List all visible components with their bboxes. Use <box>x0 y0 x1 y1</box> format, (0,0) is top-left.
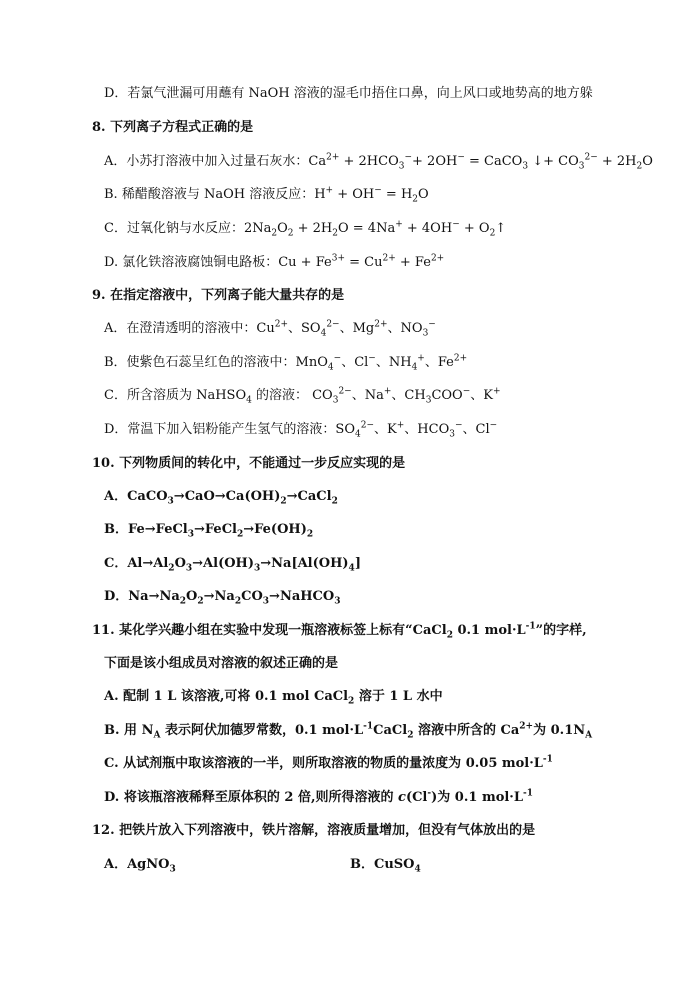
question-11-stem: 11. 某化学兴趣小组在实验中发现一瓶溶液标签上标有“CaCl$_2$ 0.1 $mol\cdot L^{-1}$”的字样, <box>92 621 587 641</box>
question-12-option-b: B．CuSO$_4$ <box>350 857 421 875</box>
question-9-option-c: C．所含溶质为 NaHSO$_4$ 的溶液： $CO_3^{2-}$、Na+、$CH_3COO^-$、K+ <box>104 386 501 406</box>
question-11-option-d: D. 将该瓶溶液稀释至原体积的 2 倍,则所得溶液的 c(Cl-)为 0.1 $mol\cdot L^{-1}$ <box>104 788 533 805</box>
question-8-option-d: D. 氯化铁溶液腐蚀铜电路板：$Cu + Fe^{3+} = Cu^{2+} + Fe^{2+}$ <box>104 253 445 270</box>
question-9-option-d: D．常温下加入铝粉能产生氢气的溶液：$SO_4^{2-}$、K+、$HCO_3^-$、Cl− <box>104 420 498 440</box>
question-8-option-b: B. 稀醋酸溶液与 NaOH 溶液反应：$H^+ + OH^- = H_2O$ <box>104 185 429 205</box>
question-12-option-a: A．AgNO$_3$ <box>104 857 176 875</box>
question-10-option-a: A．$CaCO_3\to CaO\to Ca(OH)_2\to CaCl_2$ <box>104 489 338 507</box>
question-10-option-c: C．$Al\to Al_2O_3\to Al(OH)_3\to Na[Al(OH)_4]$ <box>104 556 361 574</box>
question-9-option-b: B．使紫色石蕊呈红色的溶液中：MnO$_4$−、Cl−、$NH_4^+$、$Fe^{2+}$ <box>104 353 468 373</box>
question-12-stem: 12. 把铁片放入下列溶液中，铁片溶解，溶液质量增加，但没有气体放出的是 <box>92 823 536 838</box>
question-11-option-b: B. 用 $N_A$ 表示阿伏加德罗常数，0.1 $mol\cdot L^{-1}CaCl_2$ 溶液中所含的 $Ca^{2+}$为 $0.1N_A$ <box>104 721 593 741</box>
question-7-option-d: D．若氯气泄漏可用蘸有 NaOH 溶液的湿毛巾捂住口鼻，向上风口或地势高的地方躲 <box>104 86 593 101</box>
question-11-option-c: C. 从试剂瓶中取该溶液的一半，则所取溶液的物质的量浓度为 0.05 $mol\cdot L^{-1}$ <box>104 754 553 771</box>
question-9-option-a: A．在澄清透明的溶液中：$Cu^{2+}$、$SO_4^{2-}$、$Mg^{2+}$、$NO_3^-$ <box>104 319 436 339</box>
question-9-stem: 9. 在指定溶液中，下列离子能大量共存的是 <box>92 288 345 303</box>
question-11-option-a: A. 配制 1 L 该溶液,可将 0.1 mol CaCl$_2$ 溶于 1 L 水中 <box>104 689 443 707</box>
question-10-option-d: D．$Na\to Na_2O_2\to Na_2CO_3\to NaHCO_3$ <box>104 589 341 607</box>
question-8-option-c: C．过氧化钠与水反应：$2Na_2O_2 + 2H_2O = 4Na^+ + 4OH^-$ + $O_2↑$ <box>104 219 507 239</box>
question-8-stem: 8. 下列离子方程式正确的是 <box>92 120 254 135</box>
question-11-stem-continued: 下面是该小组成员对溶液的叙述正确的是 <box>104 656 339 671</box>
question-10-stem: 10. 下列物质间的转化中，不能通过一步反应实现的是 <box>92 456 406 471</box>
question-10-option-b: B．$Fe\to FeCl_3\to FeCl_2\to Fe(OH)_2$ <box>104 522 314 540</box>
question-8-option-a: A．小苏打溶液中加入过量石灰水：$Ca^{2+} + 2HCO_3^-+ 2OH^-$ = CaCO$_3$ ↓+ $CO_3^{2-} + 2H_2O$ <box>104 152 653 172</box>
